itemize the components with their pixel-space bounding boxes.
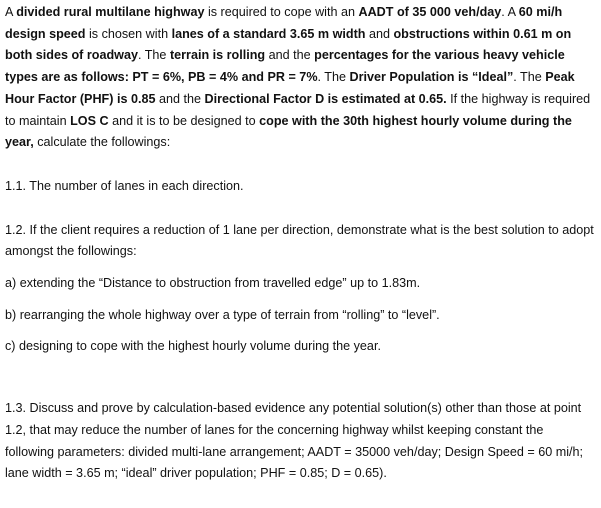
question-1-1: 1.1. The number of lanes in each direction. (5, 178, 244, 193)
option-a: a) extending the “Distance to obstruction from travelled edge” up to 1.83m. (5, 276, 421, 291)
question-1-3: 1.3. Discuss and prove by calculation-based evidence any potential solution(s) other than those at point 1.2, that may reduce the number of lanes for the concerning highway whilst keeping constant the following parameters: divided multi-lane arrangement; AADT = 35000 veh/day; Design Speed = 60 mi/h; lane width = 3.65 m; “ideal” driver population; PHF = 0.85; D = 0.65). (5, 401, 584, 481)
option-c: c) designing to cope with the highest hourly volume during the year. (5, 339, 381, 354)
question-1-2: 1.2. If the client requires a reduction of 1 lane per direction, demonstrate what is the best solution to adopt amongst the followings: (5, 222, 594, 259)
intro-paragraph: A divided rural multilane highway is required to cope with an AADT of 35 000 veh/day. A 60 mi/h design speed is chosen with lanes of a standard 3.65 m width and obstructions within 0.61 m on both sides of roadway. The terrain is rolling and the percentages for the various heavy vehicle types are as follows: PT = 6%, PB = 4% and PR = 7%. The Driver Population is “Ideal”. The Peak Hour Factor (PHF) is 0.85 and the Directional Factor D is estimated at 0.65. If the highway is required to maintain LOS C and it is to be designed to cope with the 30th highest hourly volume during the year, calculate the followings: (5, 5, 591, 150)
option-b: b) rearranging the whole highway over a type of terrain from “rolling” to “level”. (5, 307, 440, 322)
